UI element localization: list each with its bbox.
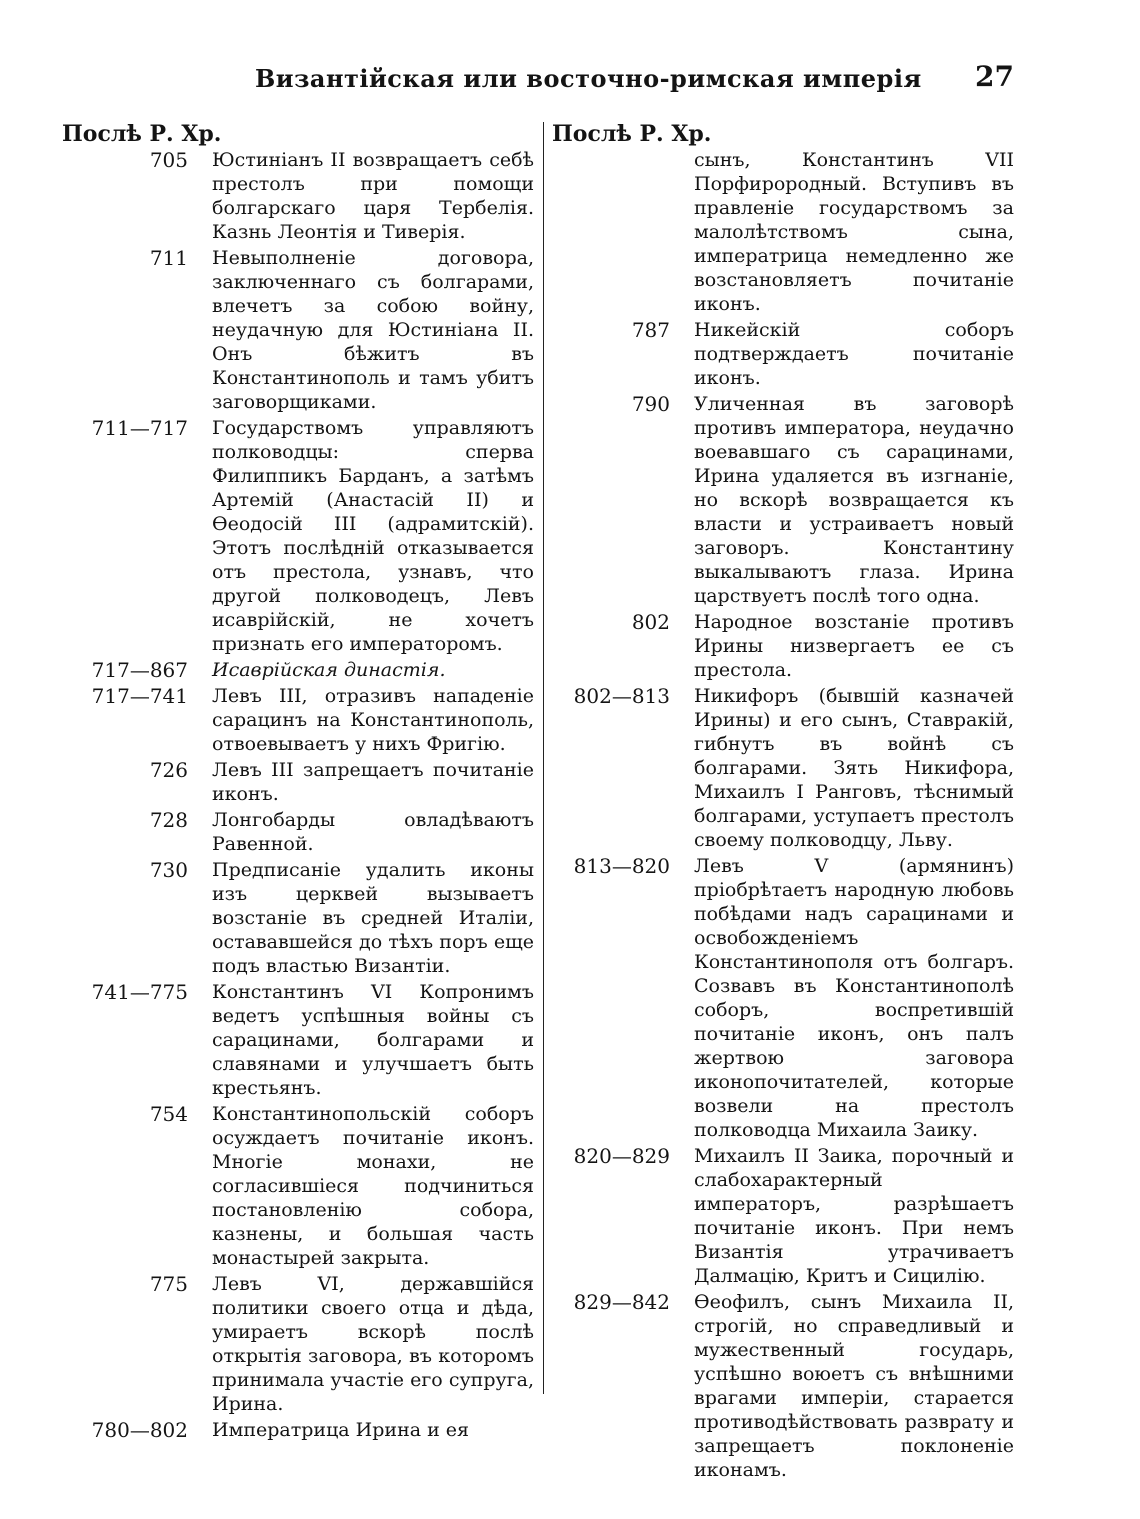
- chronology-entry: [62, 758, 538, 806]
- entry-year: 730: [149, 858, 188, 882]
- entry-year: 728: [149, 808, 188, 832]
- entry-year: 787: [631, 318, 670, 342]
- entry-year: 711—717: [91, 416, 188, 440]
- entry-year: 780—802: [91, 1418, 188, 1442]
- chronology-entry: [62, 148, 538, 244]
- entry-year: 820—829: [573, 1144, 670, 1168]
- right-column-heading: Послѣ Р. Хр.: [552, 121, 712, 147]
- entry-text: Константинопольскій соборъ осуждаетъ почитаніе иконъ. Многіе монахи, не согласившіеся подчиниться постановленію собора, казнены, и большая часть монастырей закрыта.: [212, 1103, 534, 1269]
- running-header: [60, 60, 1020, 104]
- chronology-entry: [62, 684, 538, 756]
- entry-text: Народное возстаніе противъ Ирины низвергаетъ ее съ престола.: [694, 611, 1014, 681]
- entry-text: Левъ VI, державшійся политики своего отца и дѣда, умираетъ вскорѣ послѣ открытія заговора, въ которомъ принимала участіе его супруга, Ирина.: [212, 1273, 534, 1415]
- chronology-entry: [552, 1290, 1022, 1482]
- chronology-entry: [62, 858, 538, 978]
- entry-text: Никифоръ (бывшій казначей Ирины) и его сынъ, Ставракій, гибнутъ въ войнѣ съ болгарами. Зять Никифора, Михаилъ I Ранговъ, тѣснимый болгарами, уступаетъ престолъ своему полководцу, Льву.: [694, 685, 1014, 851]
- entry-text: Невыполненіе договора, заключеннаго съ болгарами, влечетъ за собою войну, неудачную для Юстиніана II. Онъ бѣжитъ въ Константинополь и тамъ убитъ заговорщиками.: [212, 247, 534, 413]
- chronology-entry: [62, 1272, 538, 1416]
- chronology-entry: [552, 610, 1022, 682]
- chronology-entry: [62, 658, 538, 682]
- chronology-entry: [62, 1418, 538, 1442]
- chronology-entry: [62, 980, 538, 1100]
- entry-text: Предписаніе удалить иконы изъ церквей вызываетъ возстаніе въ средней Италіи, остававшейся до тѣхъ поръ еще подъ властью Византіи.: [212, 859, 534, 977]
- entry-year: 829—842: [573, 1290, 670, 1314]
- entry-year: 775: [149, 1272, 188, 1296]
- chronology-entry: [552, 684, 1022, 852]
- entry-text: Уличенная въ заговорѣ противъ императора, неудачно воевавшаго съ сарацинами, Ирина удаляется въ изгнаніе, но вскорѣ возвращается къ власти и устраиваетъ новый заговоръ. Константину выкалываютъ глаза. Ирина царствуетъ послѣ того одна.: [694, 393, 1014, 607]
- entry-year: 790: [631, 392, 670, 416]
- entry-text: Юстиніанъ II возвращаетъ себѣ престолъ при помощи болгарскаго царя Тербелія. Казнь Леонтія и Тиверія.: [212, 149, 534, 243]
- continuation-entry: [552, 148, 1022, 316]
- entry-year: 802—813: [573, 684, 670, 708]
- entry-text: Левъ V (армянинъ) пріобрѣтаетъ народную любовь побѣдами надъ сарацинами и освобожденіемъ Константинополя отъ болгаръ. Созвавъ въ Константинополѣ соборъ, воспретившій почитаніе иконъ, онъ палъ жертвою заговора иконопочитателей, которые возвели на престолъ полководца Михаила Заику.: [694, 855, 1014, 1141]
- entry-text: Исаврійская династія.: [212, 659, 446, 681]
- page-title: Византійская или восточно-римская имперія: [255, 64, 922, 93]
- left-column: [62, 120, 538, 1444]
- entry-year: 741—775: [91, 980, 188, 1004]
- entry-text: Левъ III, отразивъ нападеніе сарацинъ на Константинополь, отвоевываетъ у нихъ Фригію.: [212, 685, 534, 755]
- entry-year: 726: [149, 758, 188, 782]
- column-divider: [543, 122, 544, 1394]
- entry-text: Левъ III запрещаетъ почитаніе иконъ.: [212, 759, 534, 805]
- entry-year: 802: [631, 610, 670, 634]
- entry-text: Михаилъ II Заика, порочный и слабохарактерный императоръ, разрѣшаетъ почитаніе иконъ. При немъ Византія утрачиваетъ Далмацію, Критъ и Сицилію.: [694, 1145, 1014, 1287]
- page-number: 27: [975, 60, 1014, 93]
- chronology-entry: [62, 246, 538, 414]
- entry-year: 717—867: [91, 658, 188, 682]
- entry-text: Константинъ VI Копронимъ ведетъ успѣшныя войны съ сарацинами, болгарами и славянами и улучшаетъ быть крестьянъ.: [212, 981, 534, 1099]
- entry-year: 711: [149, 246, 188, 270]
- entry-year: 705: [149, 148, 188, 172]
- left-column-heading: Послѣ Р. Хр.: [62, 121, 222, 147]
- chronology-entry: [552, 318, 1022, 390]
- entry-text: Государствомъ управляютъ полководцы: сперва Филиппикъ Барданъ, а затѣмъ Артемій (Анастасій II) и Өеодосій III (адрамитскій). Этотъ послѣдній отказывается отъ престола, узнавъ, что другой полководецъ, Левъ исаврійскій, не хочетъ признать его императоромъ.: [212, 417, 534, 655]
- chronology-entry: [552, 392, 1022, 608]
- chronology-entry: [552, 1144, 1022, 1288]
- entry-year: 813—820: [573, 854, 670, 878]
- entry-text: Императрица Ирина и ея: [212, 1419, 470, 1441]
- right-column: [552, 120, 1022, 1484]
- continuation-text: сынъ, Константинъ VII Порфирородный. Вступивъ въ правленіе государствомъ за малолѣтствомъ сына, императрица немедленно же возстановляетъ почитаніе иконъ.: [694, 149, 1014, 315]
- chronology-entry: [552, 854, 1022, 1142]
- entry-text: Никейскій соборъ подтверждаетъ почитаніе иконъ.: [694, 319, 1014, 389]
- chronology-entry: [62, 416, 538, 656]
- chronology-entry: [62, 808, 538, 856]
- entry-year: 717—741: [91, 684, 188, 708]
- entry-text: Лонгобарды овладѣваютъ Равенной.: [212, 809, 534, 855]
- entry-year: 754: [149, 1102, 188, 1126]
- entry-text: Өеофилъ, сынъ Михаила II, строгій, но справедливый и мужественный государь, успѣшно воюетъ съ внѣшними врагами имперіи, старается противодѣйствовать разврату и запрещаетъ поклоненіе иконамъ.: [694, 1291, 1014, 1481]
- chronology-entry: [62, 1102, 538, 1270]
